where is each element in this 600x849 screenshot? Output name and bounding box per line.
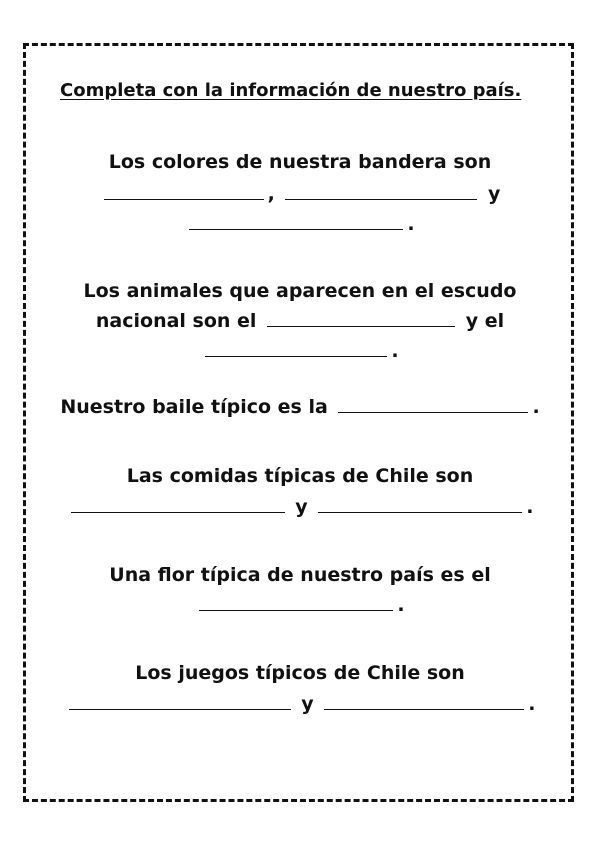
- q2-blank-1[interactable]: [267, 308, 455, 327]
- q2-row-3: [0, 337, 600, 365]
- q3-blank[interactable]: [338, 394, 528, 413]
- q6-blank-2[interactable]: [324, 691, 524, 710]
- q1-blanks-row-2: [0, 210, 600, 238]
- q2-end: .: [391, 340, 399, 362]
- q2-text-1: Los animales que aparecen en el escudo: [83, 280, 517, 302]
- q1-end: .: [407, 213, 415, 235]
- q3-text: Nuestro baile típico es la: [60, 396, 328, 418]
- q4-row-2: [0, 493, 600, 521]
- q1-text: Los colores de nuestra bandera son: [108, 151, 492, 173]
- q2-text-2: nacional son el: [95, 310, 257, 332]
- q2-row-2: [0, 307, 600, 335]
- q1-blank-1[interactable]: [104, 181, 264, 200]
- q1-sep2: y: [488, 183, 501, 205]
- q4-blank-1[interactable]: [71, 494, 285, 513]
- q2-text-3: y el: [465, 310, 505, 332]
- q1-blank-3[interactable]: [189, 211, 403, 230]
- q5-end: .: [397, 594, 405, 616]
- q6-sep: y: [301, 693, 314, 715]
- q3-end: .: [532, 396, 540, 418]
- q4-end: .: [526, 496, 534, 518]
- q6-text: Los juegos típicos de Chile son: [135, 662, 465, 684]
- q6-end: .: [528, 693, 536, 715]
- q3-row: [0, 393, 600, 421]
- q4-text: Las comidas típicas de Chile son: [126, 465, 474, 487]
- q1-sep1: ,: [267, 183, 275, 205]
- q4-blank-2[interactable]: [318, 494, 522, 513]
- q6-row-2: [0, 690, 600, 718]
- q5-row-2: [0, 591, 600, 619]
- q4-sep: y: [295, 496, 308, 518]
- worksheet-title: Completa con la información de nuestro país.: [60, 80, 522, 101]
- q5-blank[interactable]: [199, 592, 393, 611]
- q1-blanks-row: [0, 180, 600, 208]
- q2-blank-2[interactable]: [205, 338, 387, 357]
- q1-blank-2[interactable]: [285, 181, 477, 200]
- q6-blank-1[interactable]: [69, 691, 291, 710]
- q5-text: Una flor típica de nuestro país es el: [109, 564, 491, 586]
